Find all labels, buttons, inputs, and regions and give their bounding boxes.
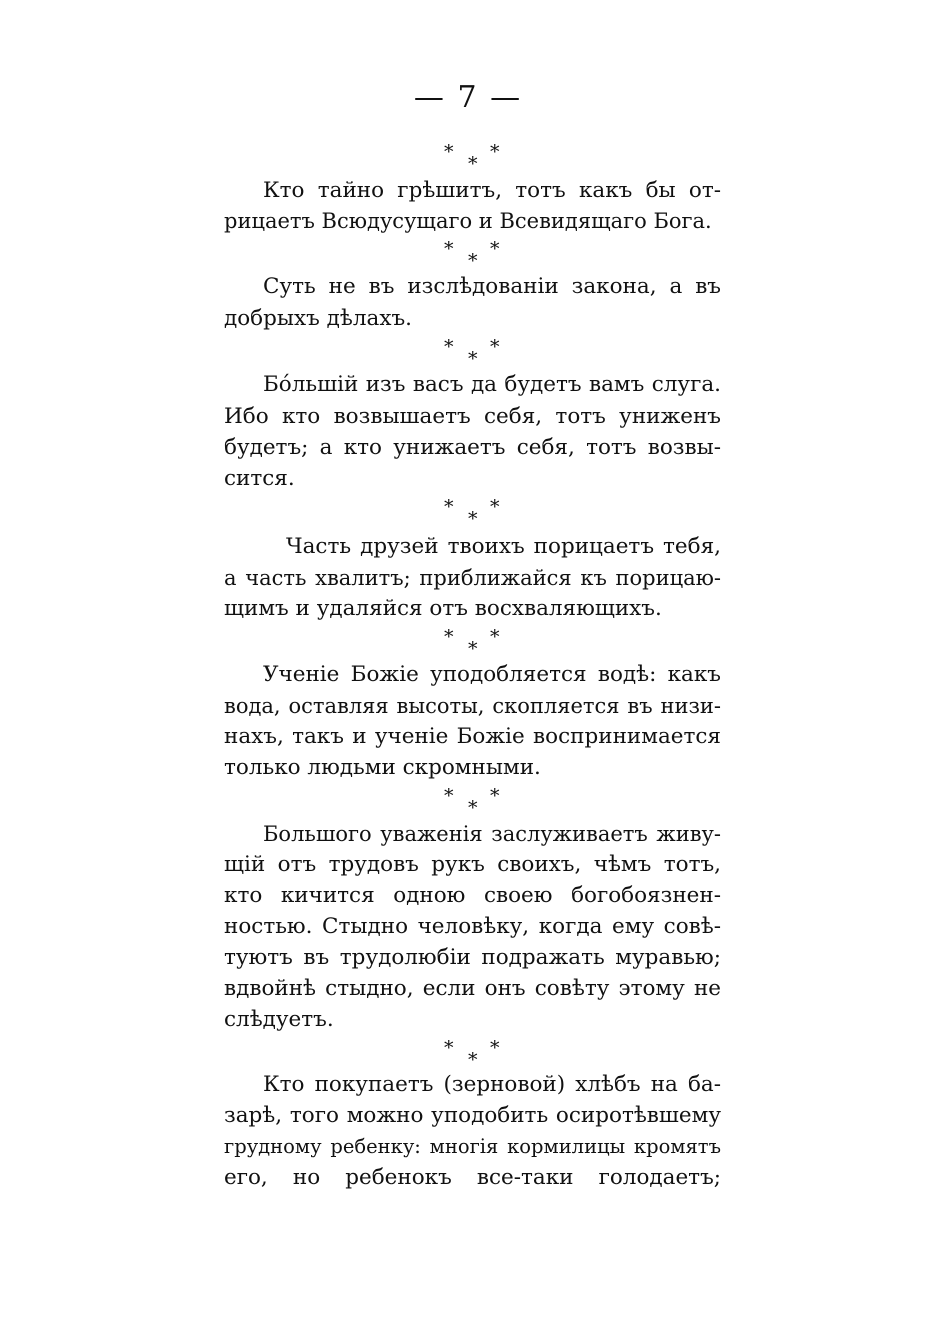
text-line: туютъ въ трудолюбіи подражать муравью; — [224, 945, 721, 970]
asterisk-icon: * — [444, 496, 454, 518]
asterisk-icon: * — [444, 626, 454, 648]
asterisk-icon: * — [468, 153, 478, 175]
asterisk-icon: * — [444, 785, 454, 807]
text-line: вдвойнѣ стыдно, если онъ совѣту этому не — [224, 976, 721, 1001]
asterism-separator — [430, 628, 510, 664]
asterisk-icon: * — [468, 508, 478, 530]
text-line: кто кичится одною своею богобоязнен- — [224, 883, 721, 908]
asterisk-icon: * — [490, 1037, 500, 1059]
page-number: — 7 — — [413, 80, 523, 115]
text-line: добрыхъ дѣлахъ. — [224, 306, 412, 331]
asterisk-icon: * — [468, 1049, 478, 1071]
asterism-separator — [430, 787, 510, 823]
asterisk-icon: * — [468, 797, 478, 819]
asterisk-icon: * — [490, 336, 500, 358]
asterisk-icon: * — [490, 785, 500, 807]
text-line: щій отъ трудовъ рукъ своихъ, чѣмъ тотъ, — [224, 852, 721, 877]
asterisk-icon: * — [444, 141, 454, 163]
asterisk-icon: * — [468, 250, 478, 272]
text-line: а часть хвалитъ; приближайся къ порицаю- — [224, 566, 721, 590]
text-line: щимъ и удаляйся отъ восхваляющихъ. — [224, 596, 662, 621]
text-line: Ибо кто возвышаетъ себя, тотъ униженъ — [224, 404, 721, 429]
text-line: нахъ, такъ и ученіе Божіе воспринимается — [224, 724, 721, 749]
asterisk-icon: * — [490, 626, 500, 648]
text-line: будетъ; а кто унижаетъ себя, тотъ возвы- — [224, 435, 721, 460]
text-line: Ученіе Божіе уподобляется водѣ: какъ — [263, 662, 721, 687]
asterisk-icon: * — [468, 638, 478, 660]
asterism-separator — [430, 240, 510, 276]
text-line: Кто покупаетъ (зерновой) хлѣбъ на ба- — [263, 1072, 721, 1097]
text-line: его, но ребенокъ все-таки голодаетъ; — [224, 1165, 721, 1190]
text-line: Часть друзей твоихъ порицаетъ тебя, — [286, 534, 721, 559]
asterisk-icon: * — [468, 348, 478, 370]
text-line: грудному ребенку: многія кормилицы кромятъ — [224, 1135, 721, 1158]
asterisk-icon: * — [444, 1037, 454, 1059]
text-line: вода, оставляя высоты, скопляется въ низи- — [224, 694, 721, 718]
text-line: Бóльшій изъ васъ да будетъ вамъ слуга. — [263, 372, 721, 397]
text-line: только людьми скромными. — [224, 755, 541, 780]
asterisk-icon: * — [490, 496, 500, 518]
text-line: Кто тайно грѣшитъ, тотъ какъ бы от- — [263, 178, 721, 203]
text-line: Суть не въ изслѣдованіи закона, а въ — [263, 274, 721, 299]
asterisk-icon: * — [444, 238, 454, 260]
asterism-separator — [430, 143, 510, 179]
asterism-separator — [430, 498, 510, 534]
asterisk-icon: * — [490, 141, 500, 163]
asterisk-icon: * — [444, 336, 454, 358]
text-line: Большого уваженія заслуживаетъ живу- — [263, 822, 721, 846]
text-line: ностью. Стыдно человѣку, когда ему совѣ- — [224, 914, 721, 939]
asterism-separator — [430, 338, 510, 374]
text-line: слѣдуетъ. — [224, 1007, 334, 1032]
text-line: рицаетъ Всюдусущаго и Всевидящаго Бога. — [224, 209, 712, 233]
text-line: зарѣ, того можно уподобить осиротѣвшему — [224, 1103, 721, 1128]
asterisk-icon: * — [490, 238, 500, 260]
text-line: сится. — [224, 466, 295, 491]
